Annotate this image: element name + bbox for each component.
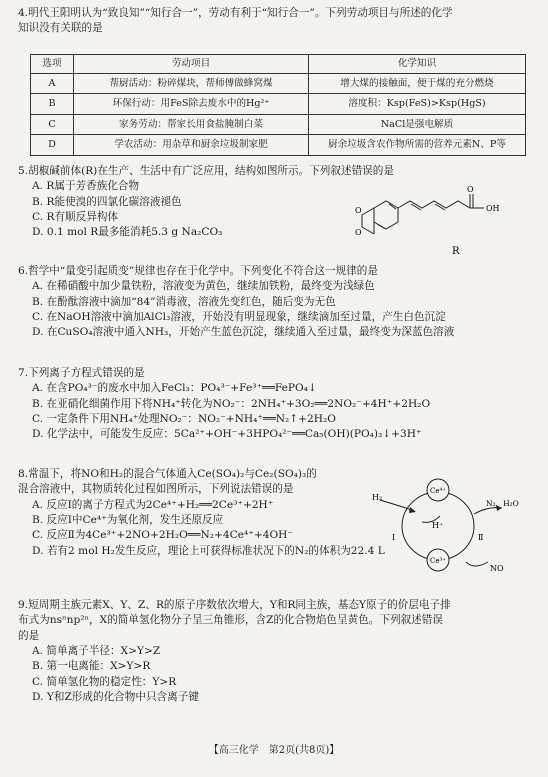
label-hplus: H⁺: [432, 521, 444, 530]
q9-option-d: D. Y和Z形成的化合物中只含离子键: [32, 691, 199, 704]
q6-option-c: C. 在NaOH溶液中滴加AlCl₃溶液，开始没有明显现象，继续滴加至过量，产生白色沉淀: [32, 311, 446, 324]
q8-option-d: D. 若有2 mol H₂发生反应，理论上可获得标准状况下的N₂的体积为22.4 L: [32, 544, 385, 557]
q5-option-d: D. 0.1 mol R最多能消耗5.3 g Na₂CO₃: [32, 226, 223, 239]
label-h2: H₂: [372, 493, 383, 502]
table-cell: D: [31, 135, 74, 156]
table-cell: B: [31, 94, 74, 115]
q4-table: [30, 54, 526, 156]
q4-stem-line1: 4.明代王阳明认为“致良知”“知行合一”，劳动有利于“知行合一”。下列劳动项目与所述的化学: [18, 7, 453, 19]
q5-option-c: C. R有顺反异构体: [32, 211, 119, 224]
q7-option-a: A. 在含PO₄³⁻的废水中加入FeCl₃：PO₄³⁻+Fe³⁺══FePO₄↓: [32, 382, 317, 395]
q7-option-b: B. 在亚硝化细菌作用下将NH₄⁺转化为NO₂⁻：2NH₄⁺+3O₂══2NO₂⁻+4H⁺+2H₂O: [32, 397, 431, 410]
atom-o-3: O: [467, 185, 474, 194]
q6-option-a: A. 在稀硝酸中加少量铁粉，溶液变为黄色，继续加铁粉，最终变为浅绿色: [32, 280, 375, 293]
q9-stem-line2: 布式为nsⁿnp²ⁿ，X的简单氢化物分子呈三角锥形，含Z的化合物焰色呈黄色。下列叙述错误: [18, 614, 443, 627]
q6-option-d: D. 在CuSO₄溶液中通入NH₃，开始产生蓝色沉淀，继续通入至过量，最终变为深蓝色溶液: [32, 326, 455, 339]
table-cell: C: [31, 114, 74, 135]
table-cell: NaCl是强电解质: [309, 114, 526, 135]
table-header-row: [31, 55, 526, 74]
question-4: [18, 6, 534, 37]
cerium-cycle-diagram: [366, 476, 534, 576]
molecule-label: R: [452, 246, 460, 257]
table-cell: 环保行动：用FeS除去废水中的Hg²⁺: [74, 94, 309, 115]
table-row: [31, 135, 526, 156]
table-row: [31, 73, 526, 94]
q8-option-c: C. 反应Ⅱ为4Ce³⁺+2NO+2H₂O══N₂+4Ce⁴⁺+4OH⁻: [32, 529, 293, 542]
q9-option-c: C. 简单氢化物的稳定性：Y>R: [32, 675, 177, 688]
q7-stem: 7.下列离子方程式错误的是: [18, 367, 145, 379]
q7-option-c: C. 一定条件下用NH₄⁺处理NO₂⁻：NO₂⁻+NH₄⁺══N₂↑+2H₂O: [32, 413, 336, 426]
q5-stem: 5.胡椒碱前体(R)在生产、生活中有广泛应用，结构如图所示。下列叙述错误的是: [18, 165, 394, 177]
q8-stem-line2: 混合溶液中，其物质转化过程如图所示，下列说法错误的是: [18, 483, 294, 496]
q6-stem: 6.哲学中“量变引起质变”规律也存在于化学中。下列变化不符合这一规律的是: [18, 265, 378, 277]
page-footer: 【高三化学 第2页(共8页)】: [208, 745, 340, 756]
table-header-labor: 劳动项目: [74, 55, 309, 74]
table-cell: A: [31, 73, 74, 94]
question-7: [18, 366, 534, 443]
question-9: [18, 598, 534, 706]
molecule-r-structure: [352, 182, 532, 262]
table-row: [31, 114, 526, 135]
q4-stem-line2: 知识没有关联的是: [18, 22, 103, 35]
table-header-knowledge: 化学知识: [309, 55, 526, 74]
table-cell: 学农活动：用杂草和厨余垃圾制家肥: [74, 135, 309, 156]
q6-option-b: B. 在酚酞溶液中滴加“84”消毒液，溶液先变红色，随后变为无色: [32, 295, 336, 308]
table-cell: 家务劳动：帮家长用食盐腌制白菜: [74, 114, 309, 135]
q9-option-a: A. 简单离子半径：X>Y>Z: [32, 645, 161, 658]
q8-option-a: A. 反应Ⅰ的离子方程式为2Ce⁴⁺+H₂══2Ce³⁺+2H⁺: [32, 498, 274, 511]
table-cell: 帮厨活动：粉碎煤块，帮师傅做蜂窝煤: [74, 73, 309, 94]
q8-option-b: B. 反应Ⅰ中Ce⁴⁺为氧化剂，发生还原反应: [32, 514, 224, 527]
q9-option-b: B. 第一电离能：X>Y>R: [32, 660, 151, 673]
q5-option-a: A. R属于芳香族化合物: [32, 180, 140, 193]
atom-o-2: O: [355, 228, 362, 237]
hydroxyl-label: OH: [486, 204, 500, 213]
question-6: [18, 264, 534, 341]
label-reaction-2: Ⅱ: [478, 533, 484, 542]
q9-stem-line1: 9.短周期主族元素X、Y、Z、R的原子序数依次增大，Y和R同主族，基态Y原子的价层电子排: [18, 599, 451, 611]
table-header-option: 选项: [31, 55, 74, 74]
atom-o-1: O: [355, 206, 362, 215]
q7-option-d: D. 化学法中，可能发生反应：5Ca²⁺+OH⁻+3HPO₄²⁻══Ca₅(OH)(PO₄)₃↓+3H⁺: [32, 428, 422, 441]
label-reaction-1: Ⅰ: [392, 533, 396, 542]
label-ce4: Ce⁴⁺: [430, 487, 446, 495]
q8-stem-line1: 8.常温下，将NO和H₂的混合气体通入Ce(SO₄)₂与Ce₂(SO₄)₃的: [18, 468, 317, 480]
table-row: [31, 94, 526, 115]
q9-stem-line3: 的是: [18, 629, 40, 642]
label-ce3: Ce³⁺: [430, 557, 446, 565]
table-cell: 增大煤的接触面，便于煤的充分燃烧: [309, 73, 526, 94]
q5-option-b: B. R能使溴的四氯化碳溶液褪色: [32, 195, 182, 208]
table-cell: 厨余垃圾含农作物所需的营养元素N、P等: [309, 135, 526, 156]
table-cell: 溶度积：Ksp(FeS)>Ksp(HgS): [309, 94, 526, 115]
label-no: NO: [490, 564, 504, 573]
label-n2-h2o: N₂、H₂O: [486, 499, 519, 508]
